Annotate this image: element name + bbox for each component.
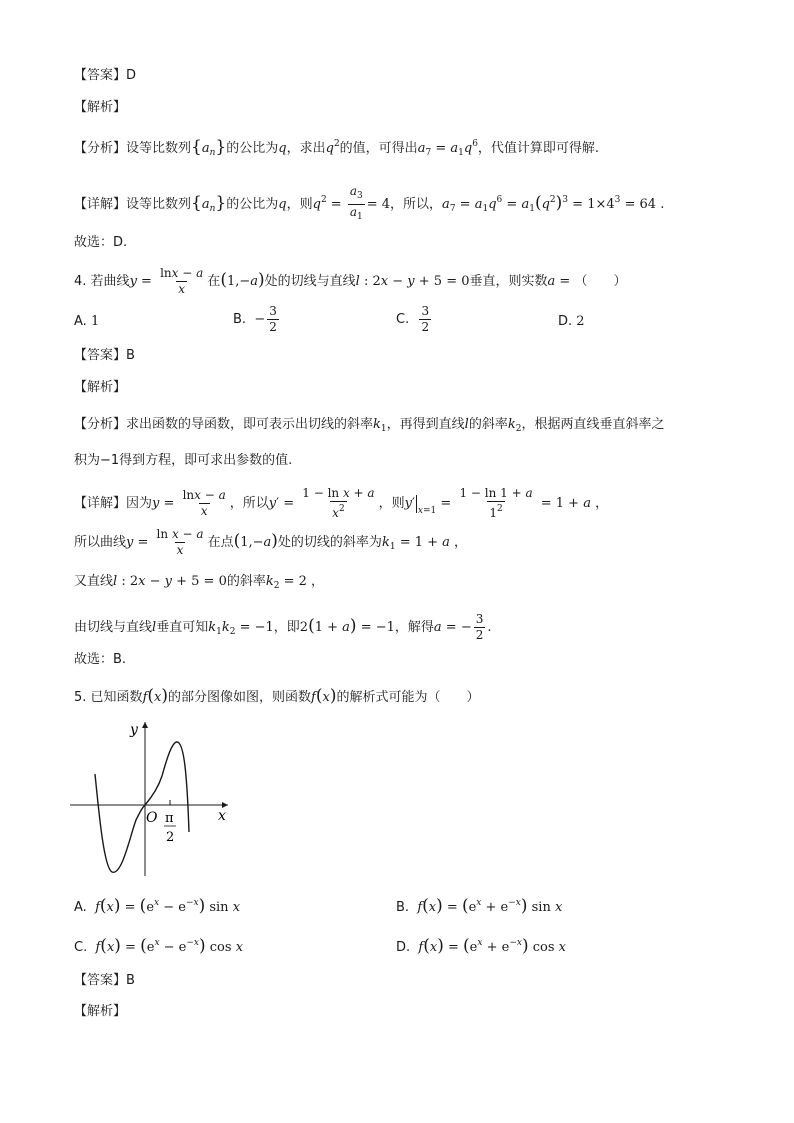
q5-option-d[interactable]: D. $f(x) = (e^x + e^{-x})$ cos x (396, 936, 566, 956)
function-graph (66, 716, 236, 878)
q5-analysis-heading: 【解析】 (74, 1004, 127, 1019)
q5-stem: 5. 已知函数f(x)的部分图像如图，则函数f(x)的解析式可能为（ ） (74, 686, 480, 706)
function-curve (95, 742, 189, 872)
q5-option-a[interactable]: A. $f(x) = (e^x - e^{-x})$ sin x (74, 896, 241, 916)
q4-option-b[interactable]: B. − $\frac{3}{2}$ (233, 304, 277, 334)
y-axis-label: y (130, 722, 138, 738)
q5-answer-line: 【答案】B (74, 973, 135, 988)
q3-xiangjie-line: 【详解】设等比数列$\{a_n\}$的公比为q，则$q^2$ = $\frac{a_3}{a_1}$ = 4，所以，$a_7 = a_1q^6 = a_1(q^2)^3 = 1\times 4^3 = 64$ . (74, 184, 664, 225)
tick-label-num: π (165, 811, 174, 826)
origin-label: O (146, 810, 158, 826)
answer-value: B (126, 348, 135, 363)
q4-fenxi-line-1: 【分析】求出函数的导函数，即可表示出切线的斜率$k_1$，再得到直线l的斜率$k_2$，根据两直线垂直斜率之 (74, 417, 665, 434)
q4-option-c[interactable]: C. $\frac{3}{2}$ (396, 304, 430, 334)
q4-xiangjie-line-4: 由切线与直线l垂直可知$k_1k_2 = -1$，即2(1 + a) = −1，解得a = − $\frac{3}{2}$ . (74, 612, 492, 642)
q4-xiangjie-line-1: 【详解】因为y = $\frac{\ln x - a}{x}$ ，所以y′ = $\frac{\text{1 − ln x + a}}{x^2}$ ，则y′ $_{x=1}$ = $\frac{1 - \ln 1 + a}{1^2}$ = 1 + a ， (74, 486, 609, 520)
answer-value: D (126, 68, 137, 83)
q3-analysis-heading: 【解析】 (74, 100, 127, 115)
q4-xiangjie-line-3: 又直线l : 2x − y + 5 = 0的斜率$k_2 = 2$ ， (74, 574, 325, 591)
q3-answer-line (74, 66, 136, 86)
q4-option-d[interactable]: D. 2 (558, 314, 585, 329)
q4-choice: 故选：B. (74, 652, 127, 667)
answer-value: B (126, 973, 135, 988)
q4-analysis-heading: 【解析】 (74, 380, 127, 395)
q3-choice: 故选：D. (74, 235, 128, 250)
q4-stem: 4. 若曲线y = $\frac{\ln x - a}{x}$ 在(1,−a)处的切线与直线l : 2x − y + 5 = 0垂直，则实数a = （ ） (74, 266, 627, 296)
q3-fenxi-line: 【分析】设等比数列$\{a_n\}$的公比为q，求出$q^2$的值，可得出$a_7 = a_1q^6$，代值计算即可得解. (74, 137, 600, 158)
q4-fenxi-line-2: 积为−1得到方程，即可求出参数的值. (74, 453, 293, 468)
q4-xiangjie-line-2: 所以曲线y = $\frac{\text{ln x − a}}{x}$ 在点(1,−a)处的切线的斜率为$k_1 = 1 + a$ ， (74, 527, 468, 557)
answer-tag: 【答案】 (74, 68, 127, 83)
q5-option-c[interactable]: C. $f(x) = (e^x - e^{-x})$ cos x (74, 936, 244, 956)
q4-option-a[interactable]: A. 1 (74, 314, 100, 329)
tick-label-den: 2 (166, 830, 175, 845)
q5-option-b[interactable]: B. $f(x) = (e^x + e^{-x})$ sin x (396, 896, 563, 916)
x-axis-label: x (218, 808, 226, 824)
q4-answer-line: 【答案】B (74, 348, 135, 363)
